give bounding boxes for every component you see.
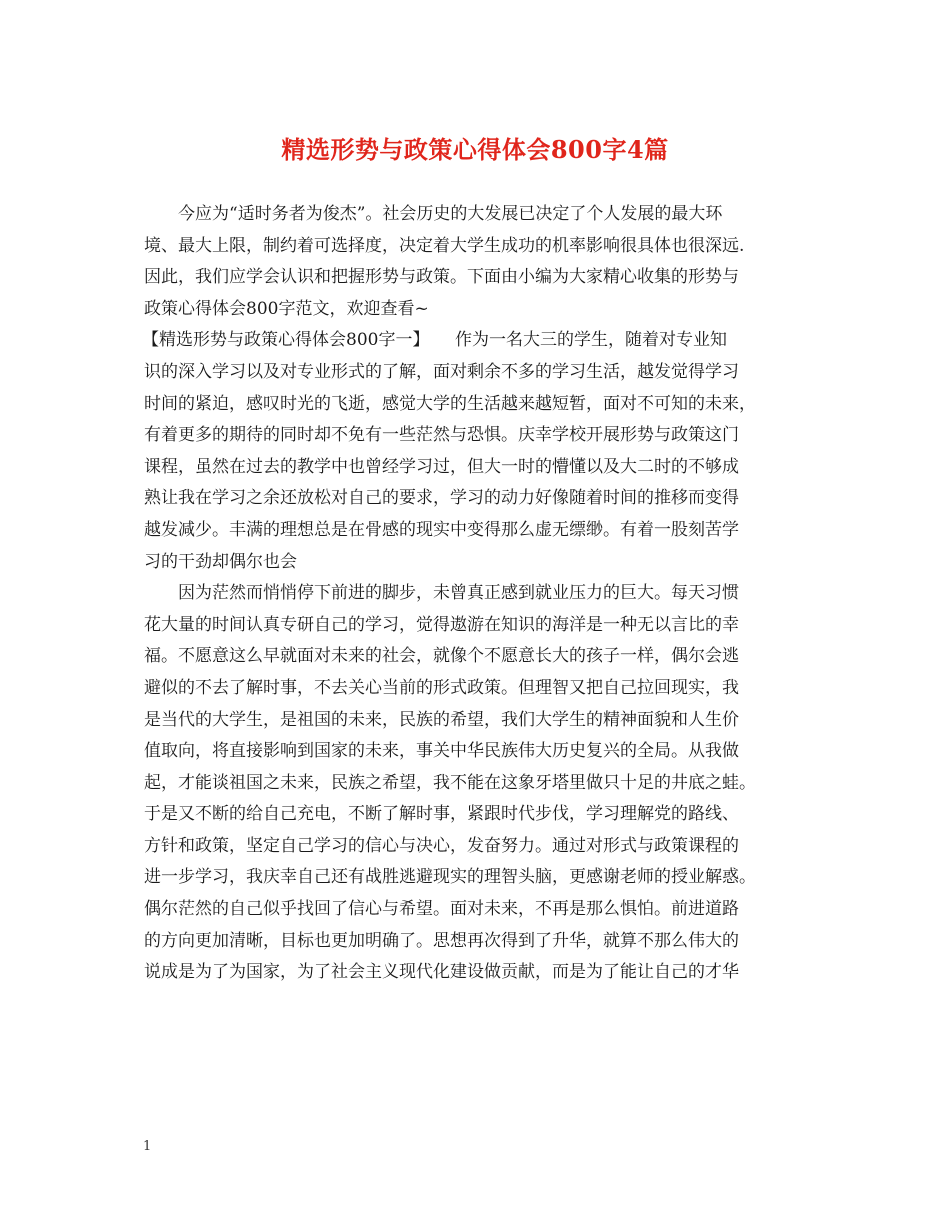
- paragraph-line: 有着更多的期待的同时却不免有一些茫然与恐惧。庆幸学校开展形势与政策这门: [144, 425, 739, 446]
- document-body: [144, 199, 834, 989]
- paragraph-line: 进一步学习，我庆幸自己还有战胜逃避现实的理智头脑，更感谢老师的授业解惑。: [144, 867, 756, 888]
- page-number: 1: [143, 1139, 152, 1154]
- paragraph-line: 时间的紧迫，感叹时光的飞逝，感觉大学的生活越来越短暂，面对不可知的未来，: [144, 393, 756, 414]
- document-title: 精选形势与政策心得体会800字4篇: [281, 135, 669, 164]
- paragraph-line: 值取向，将直接影响到国家的未来，事关中华民族伟大历史复兴的全局。从我做: [144, 741, 739, 762]
- paragraph-line: 方针和政策，坚定自己学习的信心与决心，发奋努力。通过对形式与政策课程的: [144, 835, 739, 856]
- paragraph-line: 政策心得体会800字范文，欢迎查看~: [144, 298, 429, 319]
- paragraph-line: 越发减少。丰满的理想总是在骨感的现实中变得那么虚无缥缈。有着一股刻苦学: [144, 519, 739, 540]
- paragraph-line: 福。不愿意这么早就面对未来的社会，就像个不愿意长大的孩子一样，偶尔会逃: [144, 646, 739, 667]
- paragraph-line: 习的干劲却偶尔也会: [144, 551, 297, 572]
- paragraph-line: 偶尔茫然的自己似乎找回了信心与希望。面对未来，不再是那么惧怕。前进道路: [144, 899, 739, 920]
- paragraph-line: 因为茫然而悄悄停下前进的脚步，未曾真正感到就业压力的巨大。每天习惯: [178, 583, 739, 604]
- paragraph-line: 熟让我在学习之余还放松对自己的要求，学习的动力好像随着时间的推移而变得: [144, 488, 739, 509]
- paragraph-line: 境、最大上限，制约着可选择度，决定着大学生成功的机率影响很具体也很深远.: [144, 235, 745, 256]
- paragraph-line: 于是又不断的给自己充电，不断了解时事，紧跟时代步伐，学习理解党的路线、: [144, 804, 739, 825]
- section-heading-line: 【精选形势与政策心得体会800字一】 作为一名大三的学生，随着对专业知: [142, 330, 727, 351]
- paragraph-line: 是当代的大学生，是祖国的未来，民族的希望，我们大学生的精神面貌和人生价: [144, 709, 739, 730]
- paragraph-line: 说成是为了为国家，为了社会主义现代化建设做贡献，而是为了能让自己的才华: [144, 962, 739, 983]
- paragraph-line: 课程，虽然在过去的教学中也曾经学习过，但大一时的懵懂以及大二时的不够成: [144, 456, 739, 477]
- paragraph-line: 因此，我们应学会认识和把握形势与政策。下面由小编为大家精心收集的形势与: [144, 267, 739, 288]
- paragraph-line: 的方向更加清晰，目标也更加明确了。思想再次得到了升华，就算不那么伟大的: [144, 930, 739, 951]
- paragraph-line: 识的深入学习以及对专业形式的了解，面对剩余不多的学习生活，越发觉得学习: [144, 361, 739, 382]
- paragraph-line: 花大量的时间认真专研自己的学习，觉得遨游在知识的海洋是一种无以言比的幸: [144, 614, 739, 635]
- paragraph-line: 今应为“适时务者为俊杰”。社会历史的大发展已决定了个人发展的最大环: [178, 204, 723, 224]
- paragraph-line: 起，才能谈祖国之未来，民族之希望，我不能在这象牙塔里做只十足的井底之蛙。: [144, 772, 756, 793]
- paragraph-line: 避似的不去了解时事，不去关心当前的形式政策。但理智又把自己拉回现实，我: [144, 677, 739, 698]
